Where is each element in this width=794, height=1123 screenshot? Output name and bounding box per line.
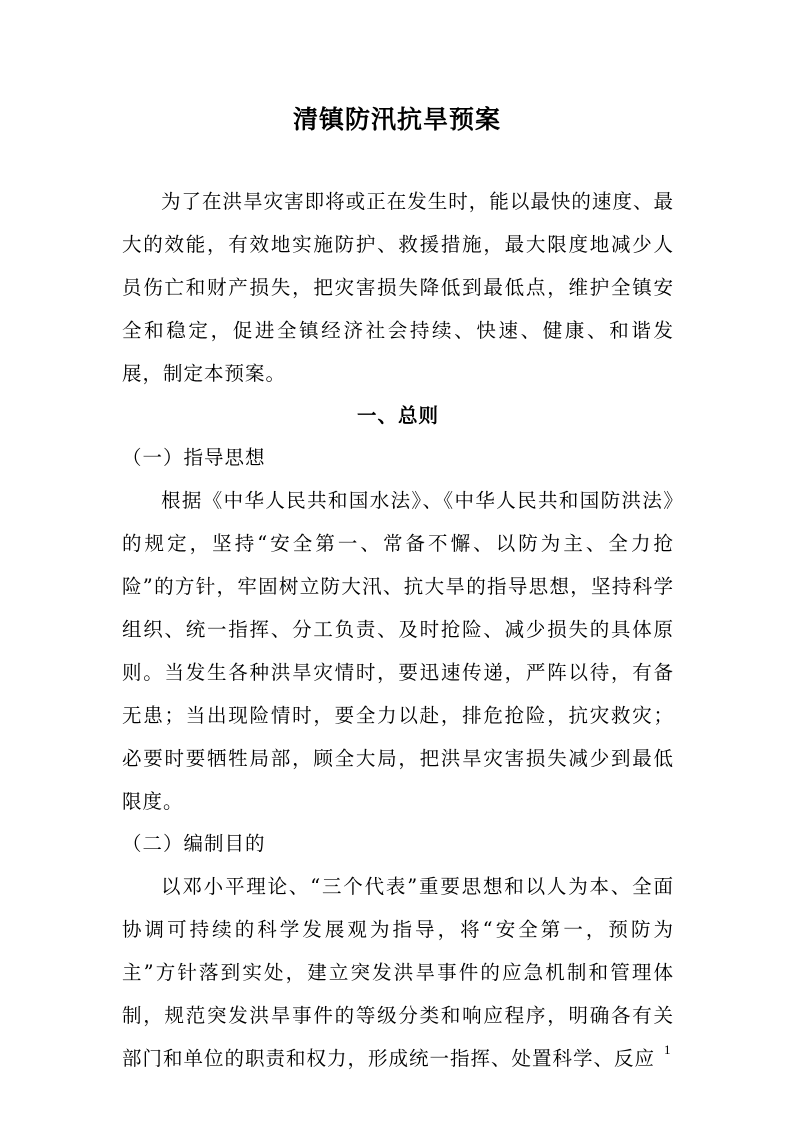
document-body [122,180,674,1080]
intro-paragraph: 为了在洪旱灾害即将或正在发生时，能以最快的速度、最大的效能，有效地实施防护、救援措施，最大限度地减少人员伤亡和财产损失，把灾害损失降低到最低点，维护全镇安全和稳定，促进全镇经济社会持续、快速、健康、和谐发展，制定本预案。 [122,190,674,385]
page-number: 1 [664,1042,671,1057]
purpose-paragraph: 以邓小平理论、“三个代表”重要思想和以人为本、全面协调可持续的科学发展观为指导，将“安全第一，预防为主”方针落到实处，建立突发洪旱事件的应急机制和管理体制，规范突发洪旱事件的等级分类和响应程序，明确各有关部门和单位的职责和权力，形成统一指挥、处置科学、反应 [122,875,674,1070]
section-heading: 一、总则 [356,404,439,427]
guiding-ideology-paragraph: 根据《中华人民共和国水法》、《中华人民共和国防洪法》的规定，坚持“安全第一、常备不懈、以防为主、全力抢险”的方针，牢固树立防大汛、抗大旱的指导思想，坚持科学组织、统一指挥、分工负责、及时抢险、减少损失的具体原则。当发生各种洪旱灾情时，要迅速传递，严阵以待，有备无患；当出现险情时，要全力以赴，排危抢险，抗灾救灾；必要时要牺牲局部，顾全大局，把洪旱灾害损失减少到最低限度。 [122,489,674,813]
document-title: 清镇防汛抗旱预案 [292,105,501,134]
subsection-heading-guiding-ideology: （一）指导思想 [122,446,266,469]
subsection-heading-purpose: （二）编制目的 [122,832,266,855]
